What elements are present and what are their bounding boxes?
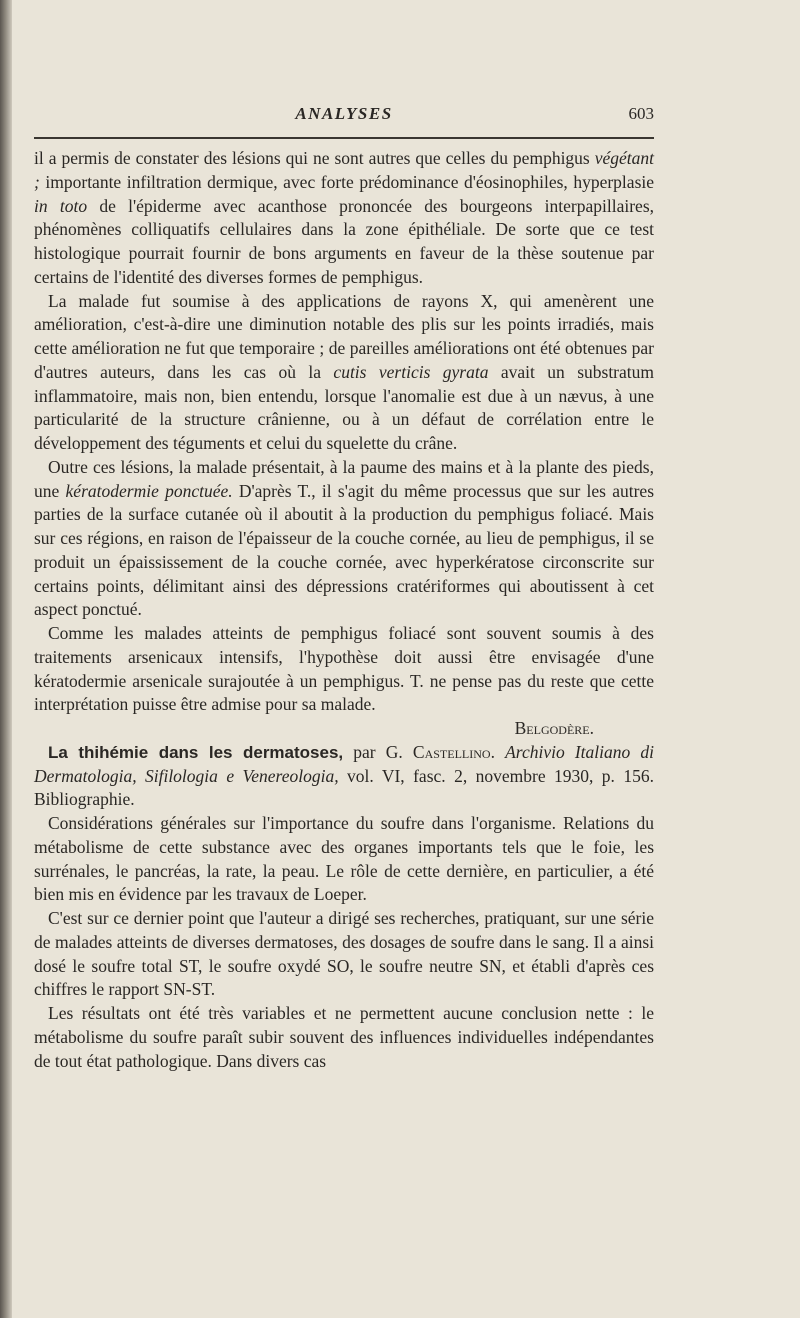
paragraph: C'est sur ce dernier point que l'auteur a dirigé ses recherches, pratiquant, sur une série de malades atteints de diverses dermatoses, des dosages de soufre dans le sang. Il a ainsi dosé le soufre total ST, le soufre oxydé SO, le soufre neutre SN, et établi d'après ces chiffres le rapport SN-ST. <box>34 908 654 1000</box>
paragraph: Considérations générales sur l'importance du soufre dans l'organisme. Relations du métabolisme de cette substance avec des organes importants tels que le foie, les surrénales, le pancréas, la rate, la peau. Le rôle de cette dernière, en particulier, a été bien mis en évidence par les travaux de Loeper. <box>34 813 654 905</box>
running-title: ANALYSES <box>295 104 393 123</box>
article-heading: La thihémie dans les dermatoses, par G. Castellino. Archivio Italiano di Dermatologia, Sifilologia e Venereologia, vol. VI, fasc. 2, novembre 1930, p. 156. Bibliographie. <box>34 741 655 810</box>
page-number: 603 <box>628 104 654 123</box>
article-journal: Archivio Italiano di Dermatologia, Sifilologia e Venereologia, <box>34 741 655 786</box>
body-text <box>34 147 654 1073</box>
paragraph: Comme les malades atteints de pemphigus foliacé sont souvent soumis à des traitements arsenicaux intensifs, l'hypothèse doit aussi être envisagée d'une kératodermie arsenicale surajoutée à un pemphigus. T. ne pense pas du reste que cette interprétation puisse être admise pour sa malade. <box>34 623 654 715</box>
article-title: La thihémie dans les dermatoses, <box>48 742 344 762</box>
page-header <box>34 100 654 130</box>
paragraph: il a permis de constater des lésions qui ne sont autres que celles du pemphigus végétant ; importante infiltration dermique, avec forte prédominance d'éosinophiles, hyperplasie in toto de l'épiderme avec acanthose prononcée des bourgeons interpapillaires, phénomènes colliquatifs cellulaires dans la zone épithéliale. De sorte que ce test histologique pourrait fournir de bons arguments en faveur de la thèse soutenue par certains de l'identité des diverses formes de pemphigus. <box>34 148 655 287</box>
page-gutter-shadow <box>0 0 12 1318</box>
paragraph: Les résultats ont été très variables et ne permettent aucune conclusion nette : le métabolisme du soufre paraît subir souvent des influences individuelles indépendantes de tout état pathologique. Dans divers cas <box>34 1003 654 1071</box>
signature: Belgodère. <box>514 718 594 738</box>
paragraph: Outre ces lésions, la malade présentait, à la paume des mains et à la plante des pieds, une kératodermie ponctuée. D'après T., il s'agit du même processus que sur les autres parties de la surface cutanée où il aboutit à la production du pemphigus foliacé. Mais sur ces régions, en raison de l'épaisseur de la couche cornée, au lieu de pemphigus, il se produit un épaississement de la couche cornée, avec hyperkératose circonscrite sur certains points, délimitant ainsi des dépressions cratériformes qui aboutissent à cet aspect ponctué. <box>34 456 654 620</box>
article-author: Castellino. <box>412 741 495 762</box>
paragraph: La malade fut soumise à des applications de rayons X, qui amenèrent une amélioration, c'est-à-dire une diminution notable des plis sur les points irradiés, mais cette amélioration ne fut que temporaire ; de pareilles améliorations ont été obtenues par d'autres auteurs, dans les cas où la cutis verticis gyrata avait un substratum inflammatoire, mais non, bien entendu, lorsque l'anomalie est due à un nævus, à une particularité de la structure crânienne, ou à un défaut de corrélation entre le développement des téguments et celui du squelette du crâne. <box>34 290 655 453</box>
header-rule <box>34 137 654 139</box>
